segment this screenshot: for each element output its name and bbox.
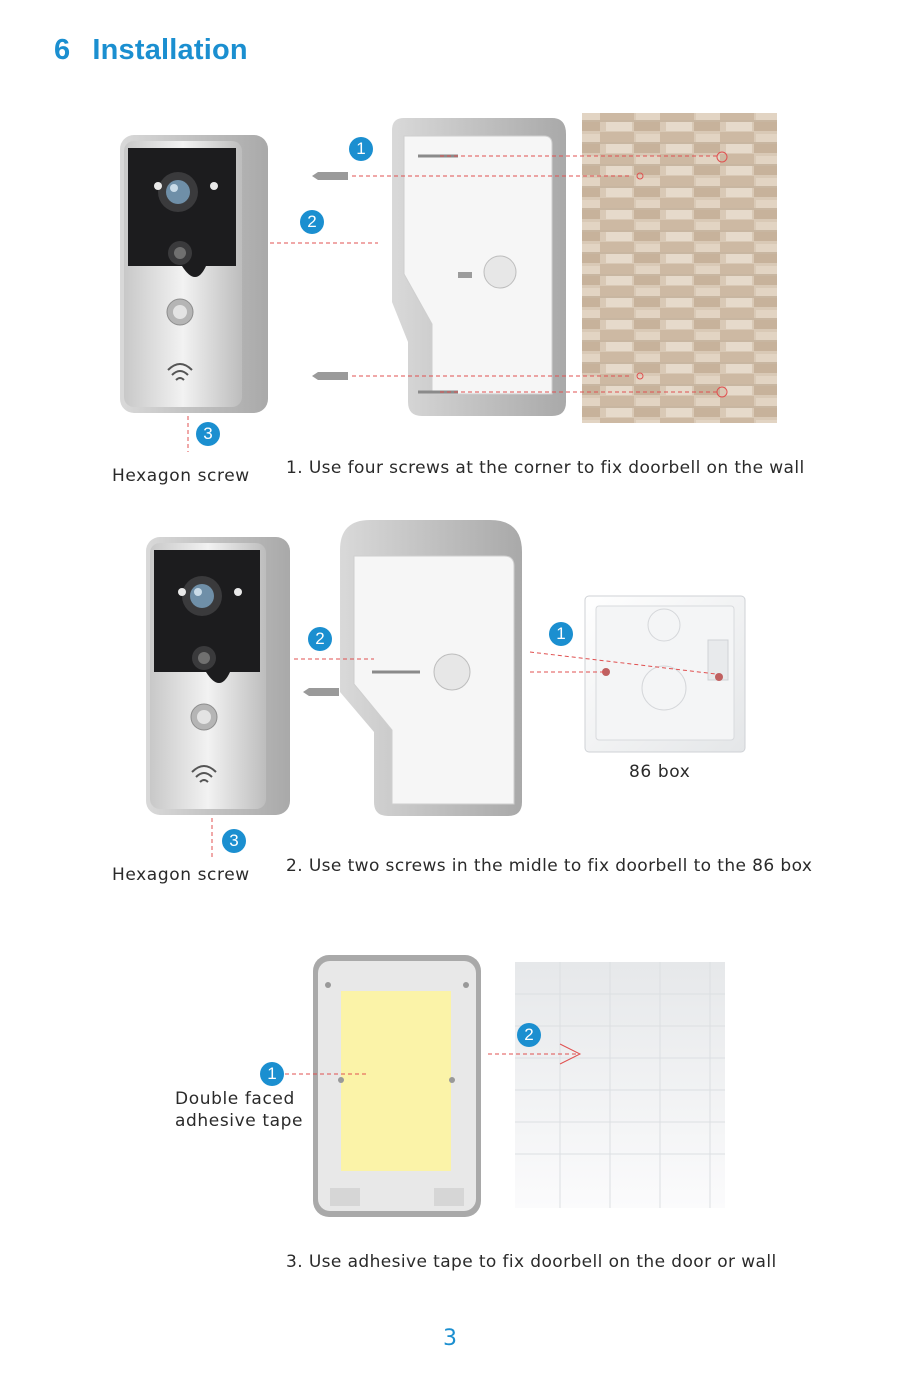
step2-86-box [585,596,745,752]
step1-badge-3: 3 [196,422,220,446]
step2-badge-3: 3 [222,829,246,853]
step1-badge-2: 2 [300,210,324,234]
step1-caption: 1. Use four screws at the corner to fix doorbell on the wall [286,458,805,478]
step1-badge-1: 1 [349,137,373,161]
step3-tile-wall [515,962,725,1208]
step2-box-label: 86 box [629,762,691,782]
section-title-text: Installation [92,34,248,66]
step3-tape-label-line2: adhesive tape [175,1111,304,1131]
step3-badge-1: 1 [260,1062,284,1086]
step3-badge-2: 2 [517,1023,541,1047]
step2-badge-1: 1 [549,622,573,646]
step2-caption: 2. Use two screws in the midle to fix doorbell to the 86 box [286,856,813,876]
step2-doorbell [146,537,290,815]
step1-back-frame [392,118,566,416]
step3-tape-label-line1: Double faced [175,1089,295,1109]
step2-back-frame [340,520,522,816]
section-number: 6 [54,34,71,66]
page-number: 3 [443,1326,457,1351]
step2-hexagon-label: Hexagon screw [112,865,250,885]
step3-doorbell-back [313,955,481,1217]
step1-hexagon-label: Hexagon screw [112,466,250,486]
step1-doorbell [120,135,268,413]
step2-badge-2: 2 [308,627,332,651]
step3-caption: 3. Use adhesive tape to fix doorbell on the door or wall [286,1252,777,1272]
